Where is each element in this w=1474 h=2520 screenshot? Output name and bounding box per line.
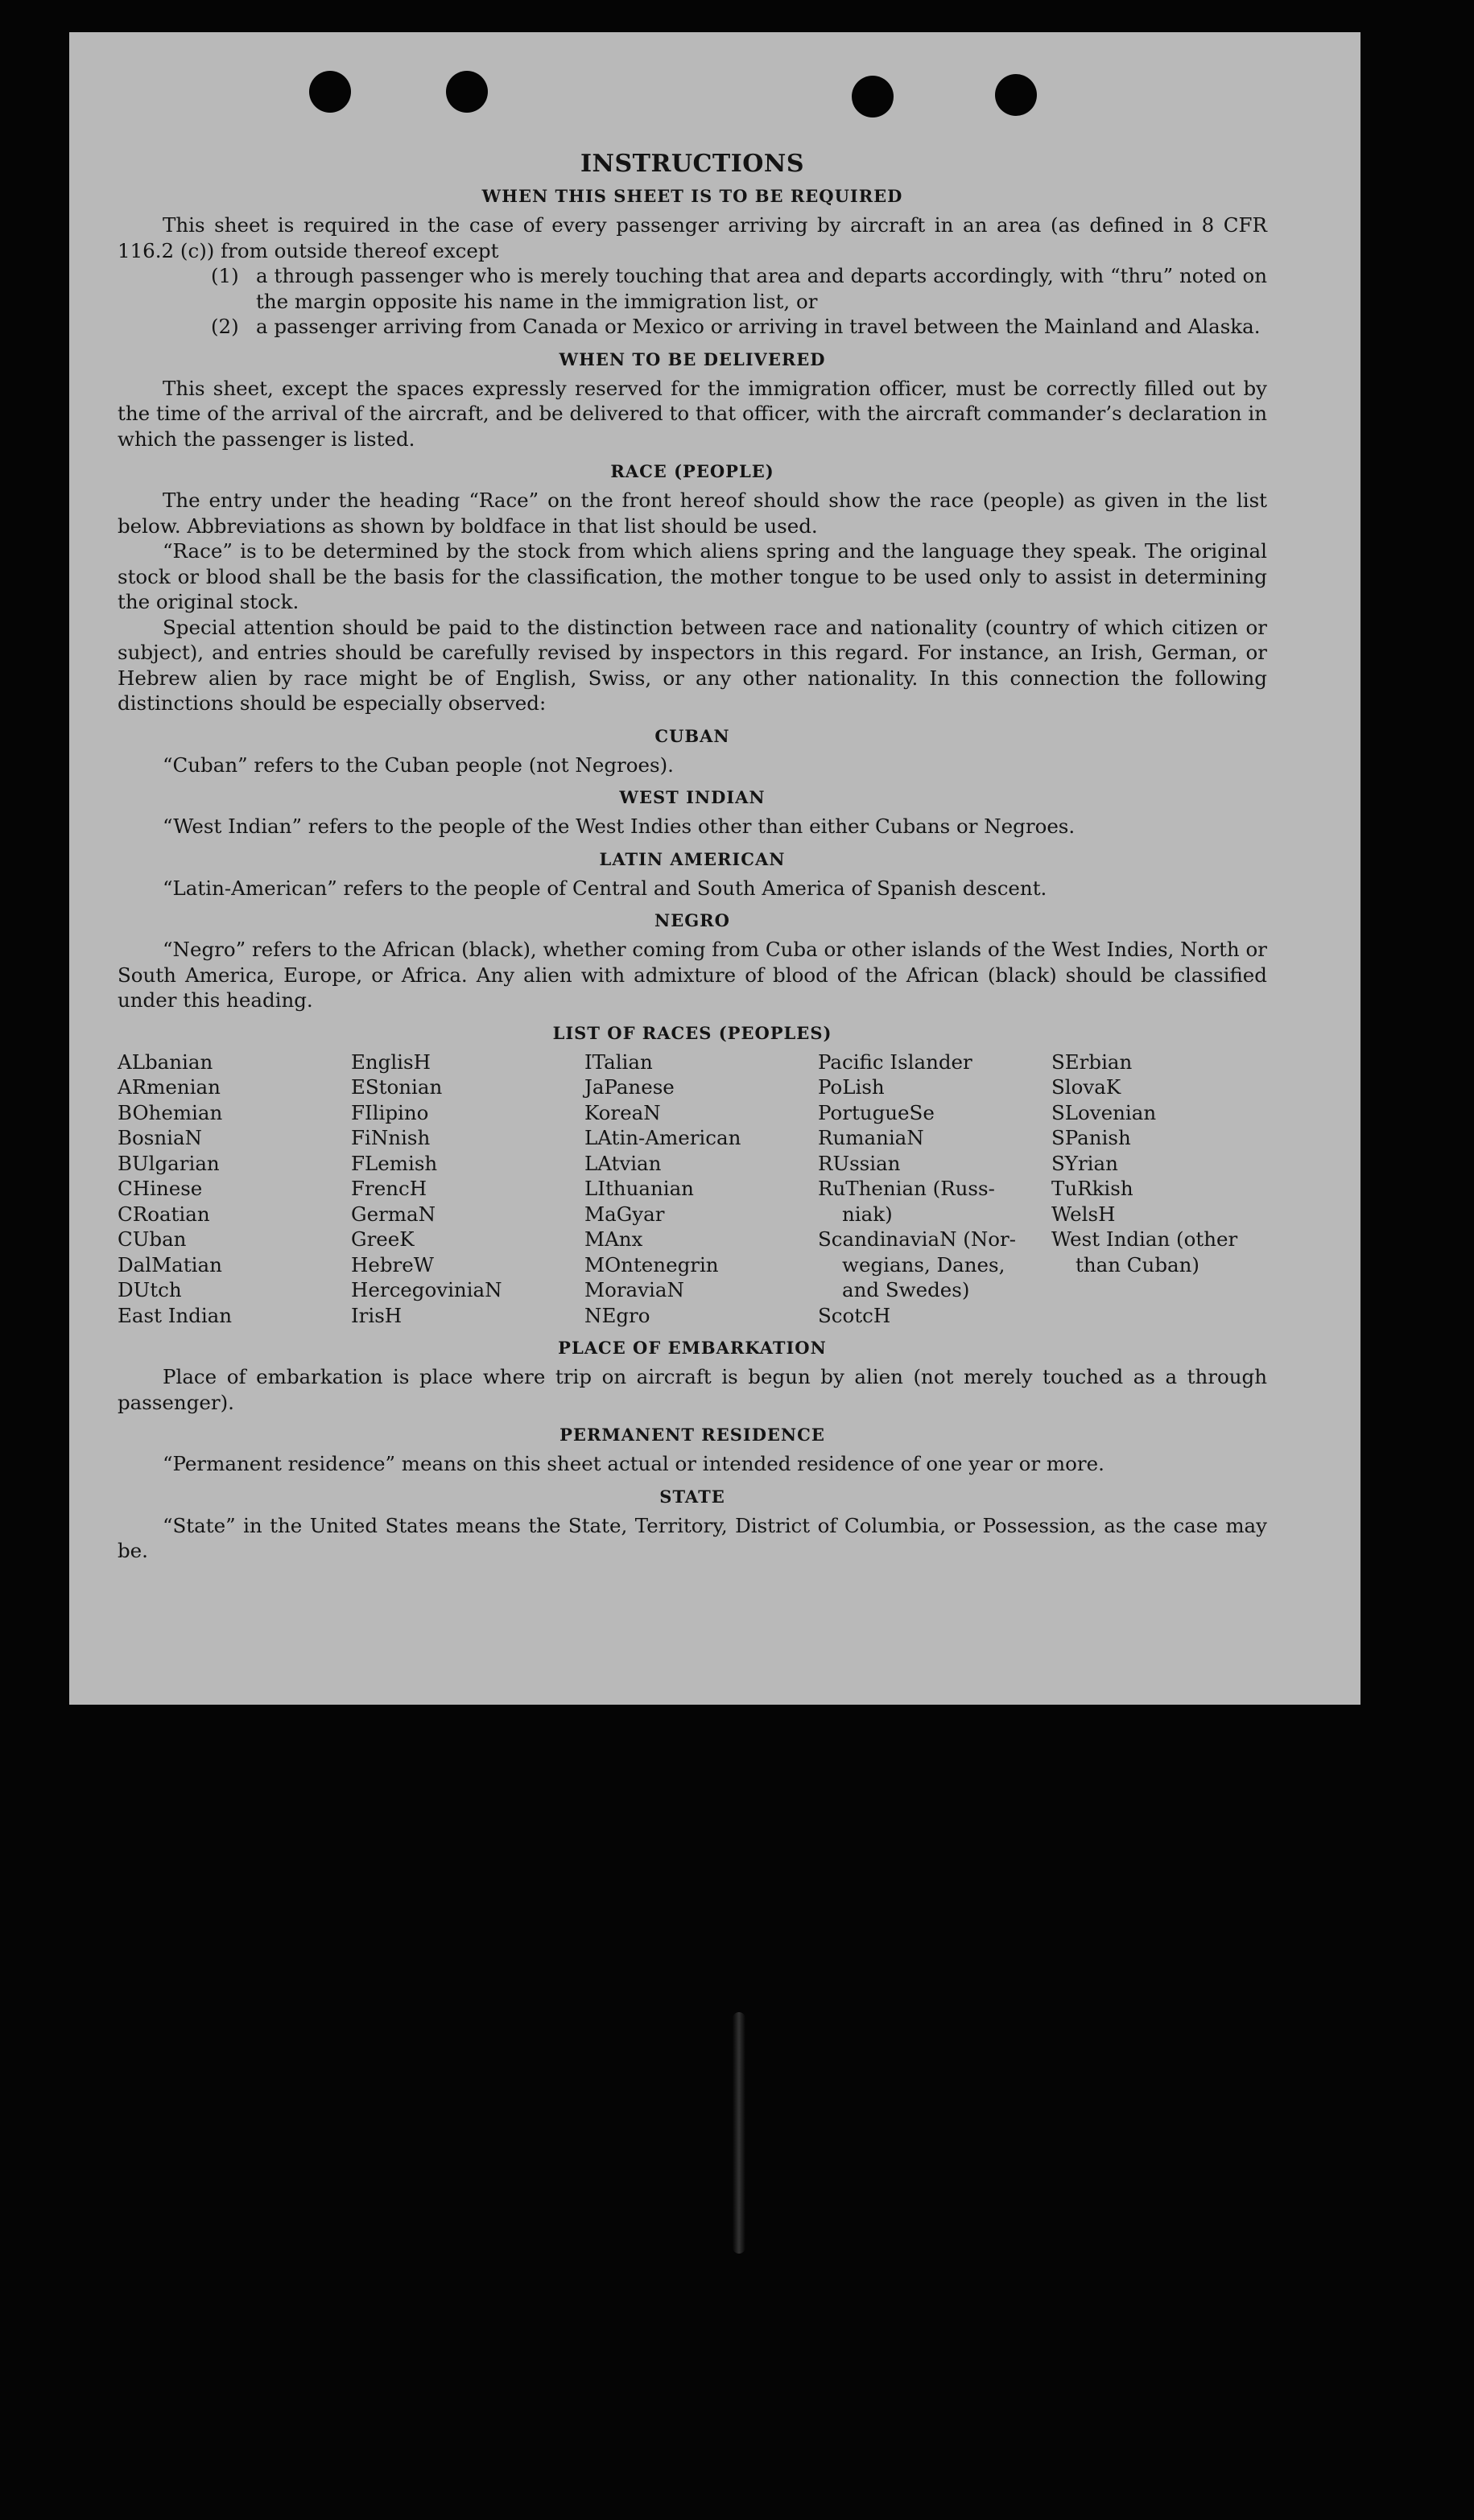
- delivered-text: This sheet, except the spaces expressly reserved for the immigration officer, must be correctly filled out by the time of the arrival of the aircraft, and be delivered to that officer, with the aircraft commander’s declaration in which the passenger is listed.: [118, 376, 1267, 451]
- race-entry: DalMatian: [118, 1252, 222, 1276]
- race-entry: PortugueSe: [818, 1100, 935, 1124]
- race-entry: SYrian: [1051, 1151, 1118, 1175]
- item-number: (1): [211, 264, 239, 287]
- punch-hole: [446, 71, 488, 113]
- race-entry: TuRkish: [1051, 1177, 1133, 1200]
- residence-text: “Permanent residence” means on this sheet actual or intended residence of one year or more.: [163, 1452, 1104, 1475]
- section-heading-residence: PERMANENT RESIDENCE: [559, 1425, 825, 1445]
- race-entry: FLemish: [351, 1151, 438, 1175]
- race-entry: LAtin-American: [584, 1126, 741, 1149]
- race-entry: ScandinaviaN (Nor-: [818, 1227, 1017, 1251]
- item-text: a passenger arriving from Canada or Mexico or arriving in travel between the Mainland and Alaska.: [256, 315, 1261, 338]
- race-paragraph: Special attention should be paid to the distinction between race and nationality (country of which citizen or subject), and entries should be carefully revised by inspectors in this regard. For instance, an Irish, German, or Hebrew alien by race might be of English, Swiss, or any other nationality. In this connection the following distinctions should be especially observed:: [118, 615, 1267, 715]
- section-heading-delivered: WHEN TO BE DELIVERED: [559, 349, 826, 369]
- race-entry: MAnx: [584, 1227, 643, 1251]
- race-entry: SlovaK: [1051, 1075, 1121, 1099]
- race-entry: CRoatian: [118, 1202, 210, 1226]
- section-heading-state: STATE: [659, 1486, 725, 1507]
- race-entry: RuThenian (Russ-: [818, 1177, 995, 1200]
- exception-item: [118, 263, 1267, 314]
- races-column: [118, 1050, 351, 1329]
- race-entry: IrisH: [351, 1303, 403, 1327]
- races-list: [118, 1050, 1267, 1329]
- race-entry: CUban: [118, 1227, 187, 1251]
- race-entry: RUssian: [818, 1151, 901, 1175]
- race-entry: MOntenegrin: [584, 1252, 719, 1276]
- race-entry: niak): [842, 1202, 893, 1226]
- latin-american-text: “Latin-American” refers to the people of Central and South America of Spanish descent.: [163, 876, 1047, 900]
- race-entry: BUlgarian: [118, 1151, 220, 1175]
- section-heading-embarkation: PLACE OF EMBARKATION: [558, 1338, 827, 1358]
- race-entry: ITalian: [584, 1050, 653, 1074]
- race-entry: wegians, Danes,: [842, 1252, 1005, 1276]
- race-paragraph: “Race” is to be determined by the stock from which aliens spring and the language they speak. The original stock or blood shall be the basis for the classification, the mother tongue to be used only to assist in determining the original stock.: [118, 539, 1267, 613]
- section-heading-required: WHEN THIS SHEET IS TO BE REQUIRED: [481, 186, 903, 206]
- section-heading-races-list: LIST OF RACES (PEOPLES): [552, 1022, 832, 1043]
- race-entry: CHinese: [118, 1177, 203, 1200]
- race-entry: ScotcH: [818, 1303, 891, 1327]
- exception-item: [118, 314, 1267, 340]
- item-number: (2): [211, 315, 239, 338]
- cuban-text: “Cuban” refers to the Cuban people (not Negroes).: [163, 753, 674, 777]
- races-column: [584, 1050, 818, 1329]
- punch-hole: [995, 74, 1037, 116]
- race-entry: PoLish: [818, 1075, 885, 1099]
- item-text: a through passenger who is merely touching that area and departs accordingly, with “thru” noted on the margin opposite his name in the immigration list, or: [256, 264, 1267, 313]
- race-entry: than Cuban): [1076, 1252, 1199, 1276]
- race-entry: LAtvian: [584, 1151, 662, 1175]
- race-entry: ARmenian: [118, 1075, 221, 1099]
- race-entry: EStonian: [351, 1075, 443, 1099]
- race-entry: KoreaN: [584, 1100, 661, 1124]
- races-column: [1051, 1050, 1267, 1329]
- race-paragraph: The entry under the heading “Race” on the front hereof should show the race (people) as given in the list below. Abbreviations as shown by boldface in that list should be used.: [118, 489, 1267, 538]
- race-entry: LIthuanian: [584, 1177, 694, 1200]
- races-column: [351, 1050, 584, 1329]
- punch-hole: [309, 71, 351, 113]
- race-entry: GreeK: [351, 1227, 415, 1251]
- race-entry: West Indian (other: [1051, 1227, 1238, 1251]
- race-entry: East Indian: [118, 1303, 233, 1327]
- race-entry: NEgro: [584, 1303, 650, 1327]
- race-entry: HebreW: [351, 1252, 434, 1276]
- west-indian-text: “West Indian” refers to the people of the West Indies other than either Cubans or Negroes.: [163, 815, 1076, 838]
- race-entry: SPanish: [1051, 1126, 1131, 1149]
- race-entry: HercegoviniaN: [351, 1278, 502, 1301]
- race-entry: JaPanese: [584, 1075, 675, 1099]
- section-heading-race: RACE (PEOPLE): [610, 461, 774, 481]
- section-heading-negro: NEGRO: [654, 910, 730, 930]
- document-page: [69, 32, 1360, 1705]
- race-entry: DUtch: [118, 1278, 182, 1301]
- race-entry: MaGyar: [584, 1202, 665, 1226]
- race-entry: FiNnish: [351, 1126, 431, 1149]
- embarkation-text: Place of embarkation is place where trip on aircraft is begun by alien (not merely touched as a through passenger).: [118, 1365, 1267, 1414]
- section-heading-west-indian: WEST INDIAN: [619, 787, 766, 807]
- required-text: This sheet is required in the case of every passenger arriving by aircraft in an area (as defined in 8 CFR 116.2 (c)) from outside thereof except: [118, 213, 1267, 262]
- race-entry: GermaN: [351, 1202, 436, 1226]
- race-entry: RumaniaN: [818, 1126, 924, 1149]
- race-entry: BOhemian: [118, 1100, 223, 1124]
- page-title: INSTRUCTIONS: [580, 150, 804, 178]
- race-entry: FIlipino: [351, 1100, 429, 1124]
- section-heading-latin-american: LATIN AMERICAN: [599, 848, 786, 869]
- race-entry: FrencH: [351, 1177, 427, 1200]
- state-text: “State” in the United States means the State, Territory, District of Columbia, or Possession, as the case may be.: [118, 1513, 1267, 1562]
- race-entry: Pacific Islander: [818, 1050, 972, 1074]
- negro-text: “Negro” refers to the African (black), whether coming from Cuba or other islands of the West Indies, North or South America, Europe, or Africa. Any alien with admixture of blood of the African (black) should be classified under this heading.: [118, 938, 1267, 1012]
- race-entry: SLovenian: [1051, 1100, 1157, 1124]
- race-entry: WelsH: [1051, 1202, 1116, 1226]
- section-heading-cuban: CUBAN: [654, 725, 730, 746]
- race-entry: SErbian: [1051, 1050, 1133, 1074]
- races-column: [818, 1050, 1051, 1329]
- film-scratch: [733, 2012, 745, 2254]
- race-entry: and Swedes): [842, 1278, 970, 1301]
- punch-hole: [852, 76, 894, 118]
- race-entry: ALbanian: [118, 1050, 213, 1074]
- race-entry: MoraviaN: [584, 1278, 684, 1301]
- race-entry: EnglisH: [351, 1050, 431, 1074]
- race-entry: BosniaN: [118, 1126, 202, 1149]
